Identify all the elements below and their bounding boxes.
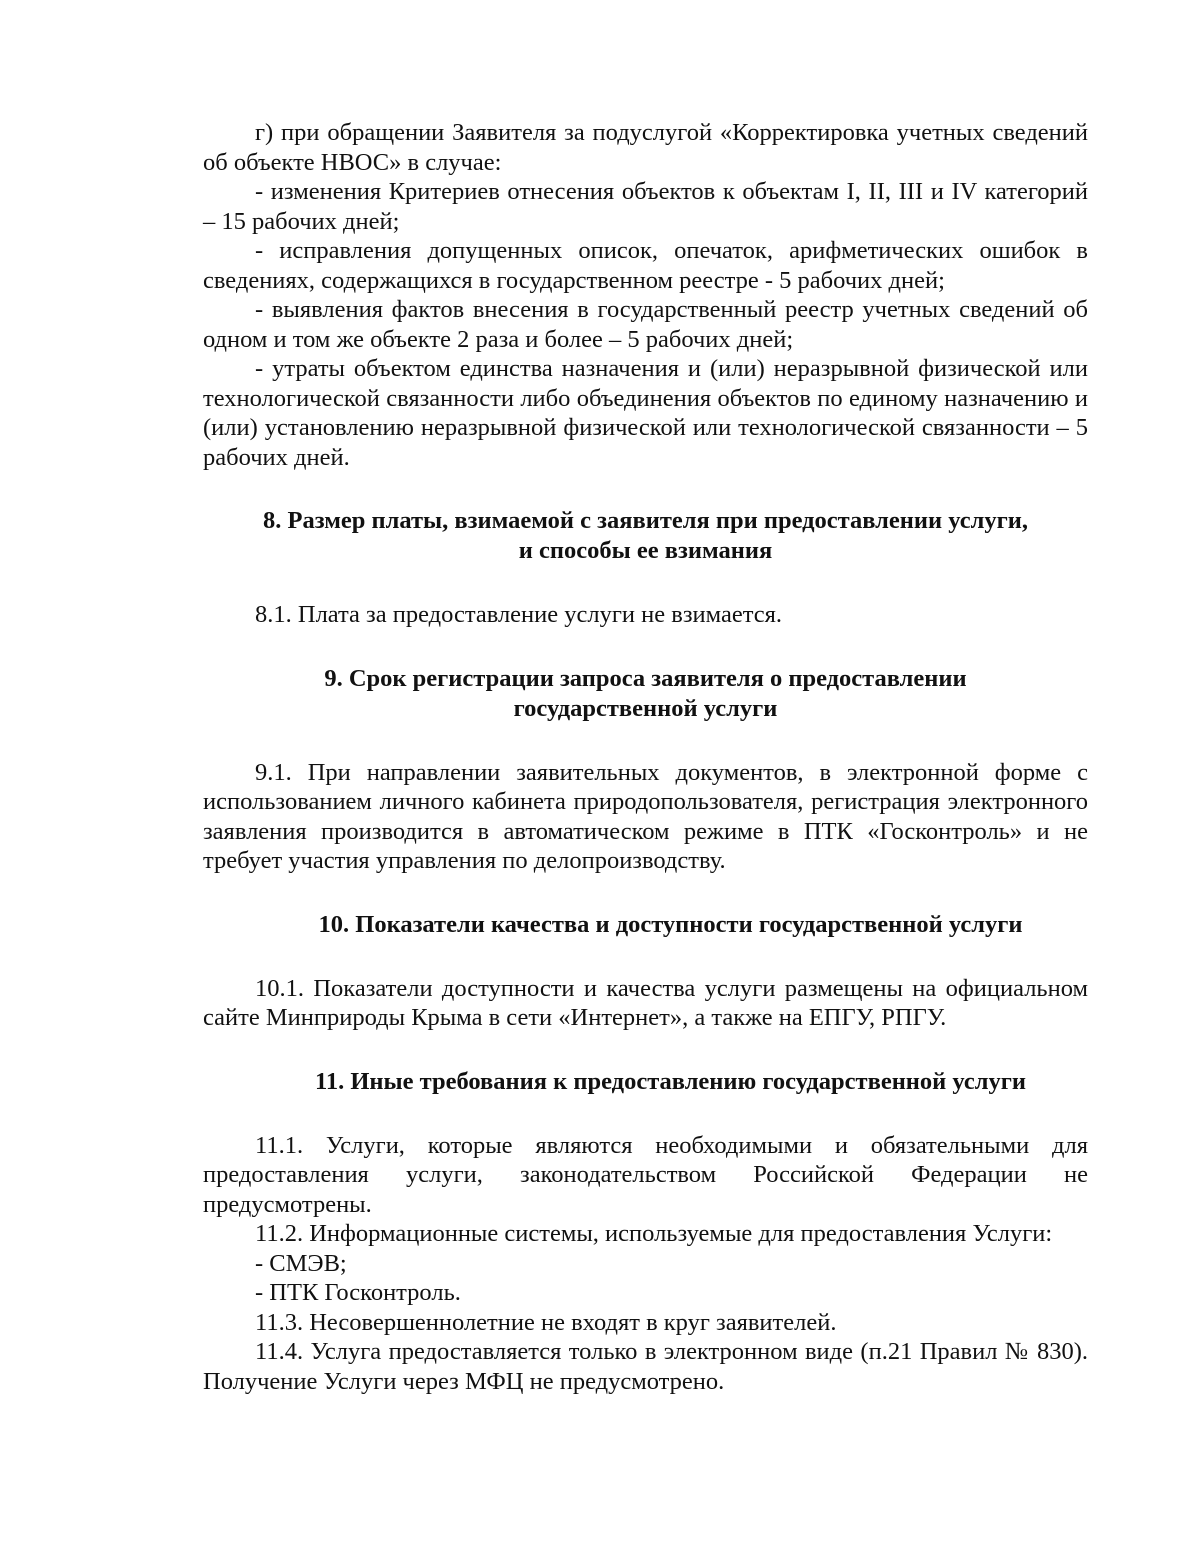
- section-9-heading-line2: государственной услуги: [513, 694, 778, 722]
- document-page: [203, 118, 1088, 1396]
- paragraph-11-4: 11.4. Услуга предоставляется только в электронном виде (п.21 Правил № 830). Получение Услуги через МФЦ не предусмотрено.: [203, 1338, 1088, 1395]
- list-item: - СМЭВ;: [255, 1249, 347, 1277]
- section-8: [203, 506, 1088, 630]
- section-8-heading: [203, 506, 1088, 566]
- list-item: - изменения Критериев отнесения объектов к объектам I, II, III и IV категорий – 15 рабочих дней;: [203, 178, 1088, 235]
- paragraph-9-1: 9.1. При направлении заявительных документов, в электронной форме с использованием личного кабинета природопользователя, регистрация электронного заявления производится в автоматическом режиме в ПТК «Госконтроль» и не требует участия управления по делопроизводству.: [203, 758, 1088, 874]
- list-item: - утраты объектом единства назначения и (или) неразрывной физической или технологической связанности либо объединения объектов по единому назначению и (или) установлению неразрывной физической или технологической связанности – 5 рабочих дней.: [203, 355, 1088, 471]
- section-8-heading-line1: 8. Размер платы, взимаемой с заявителя при предоставлении услуги,: [263, 507, 1028, 534]
- paragraph-8-1: 8.1. Плата за предоставление услуги не взимается.: [255, 601, 782, 628]
- section-9-heading: [203, 664, 1088, 724]
- section-8-heading-line2: и способы ее взимания: [518, 537, 773, 564]
- section-9: [203, 664, 1088, 876]
- section-7-g: [203, 118, 1088, 472]
- paragraph-7g-intro: г) при обращении Заявителя за подуслугой «Корректировка учетных сведений об объекте НВОС» в случае:: [203, 119, 1088, 176]
- paragraph-11-2: 11.2. Информационные системы, используемые для предоставления Услуги:: [255, 1220, 1053, 1247]
- list-item: - исправления допущенных описок, опечаток, арифметических ошибок в сведениях, содержащихся в государственном реестре - 5 рабочих дней;: [203, 237, 1088, 294]
- paragraph-11-3: 11.3. Несовершеннолетние не входят в круг заявителей.: [255, 1308, 837, 1336]
- section-10-heading: 10. Показатели качества и доступности государственной услуги: [318, 910, 1023, 938]
- list-item: - ПТК Госконтроль.: [255, 1279, 461, 1306]
- paragraph-11-1: 11.1. Услуги, которые являются необходимыми и обязательными для предоставления услуги, законодательством Российской Федерации не предусмотрены.: [203, 1131, 1088, 1218]
- section-11: [203, 1067, 1088, 1397]
- section-10: [203, 910, 1088, 1033]
- paragraph-10-1: 10.1. Показатели доступности и качества услуги размещены на официальном сайте Минприроды Крыма в сети «Интернет», а также на ЕПГУ, РПГУ.: [203, 974, 1088, 1031]
- section-11-heading: 11. Иные требования к предоставлению государственной услуги: [314, 1067, 1027, 1095]
- list-item: - выявления фактов внесения в государственный реестр учетных сведений об одном и том же объекте 2 раза и более – 5 рабочих дней;: [203, 296, 1088, 353]
- section-9-heading-line1: 9. Срок регистрации запроса заявителя о предоставлении: [324, 664, 967, 692]
